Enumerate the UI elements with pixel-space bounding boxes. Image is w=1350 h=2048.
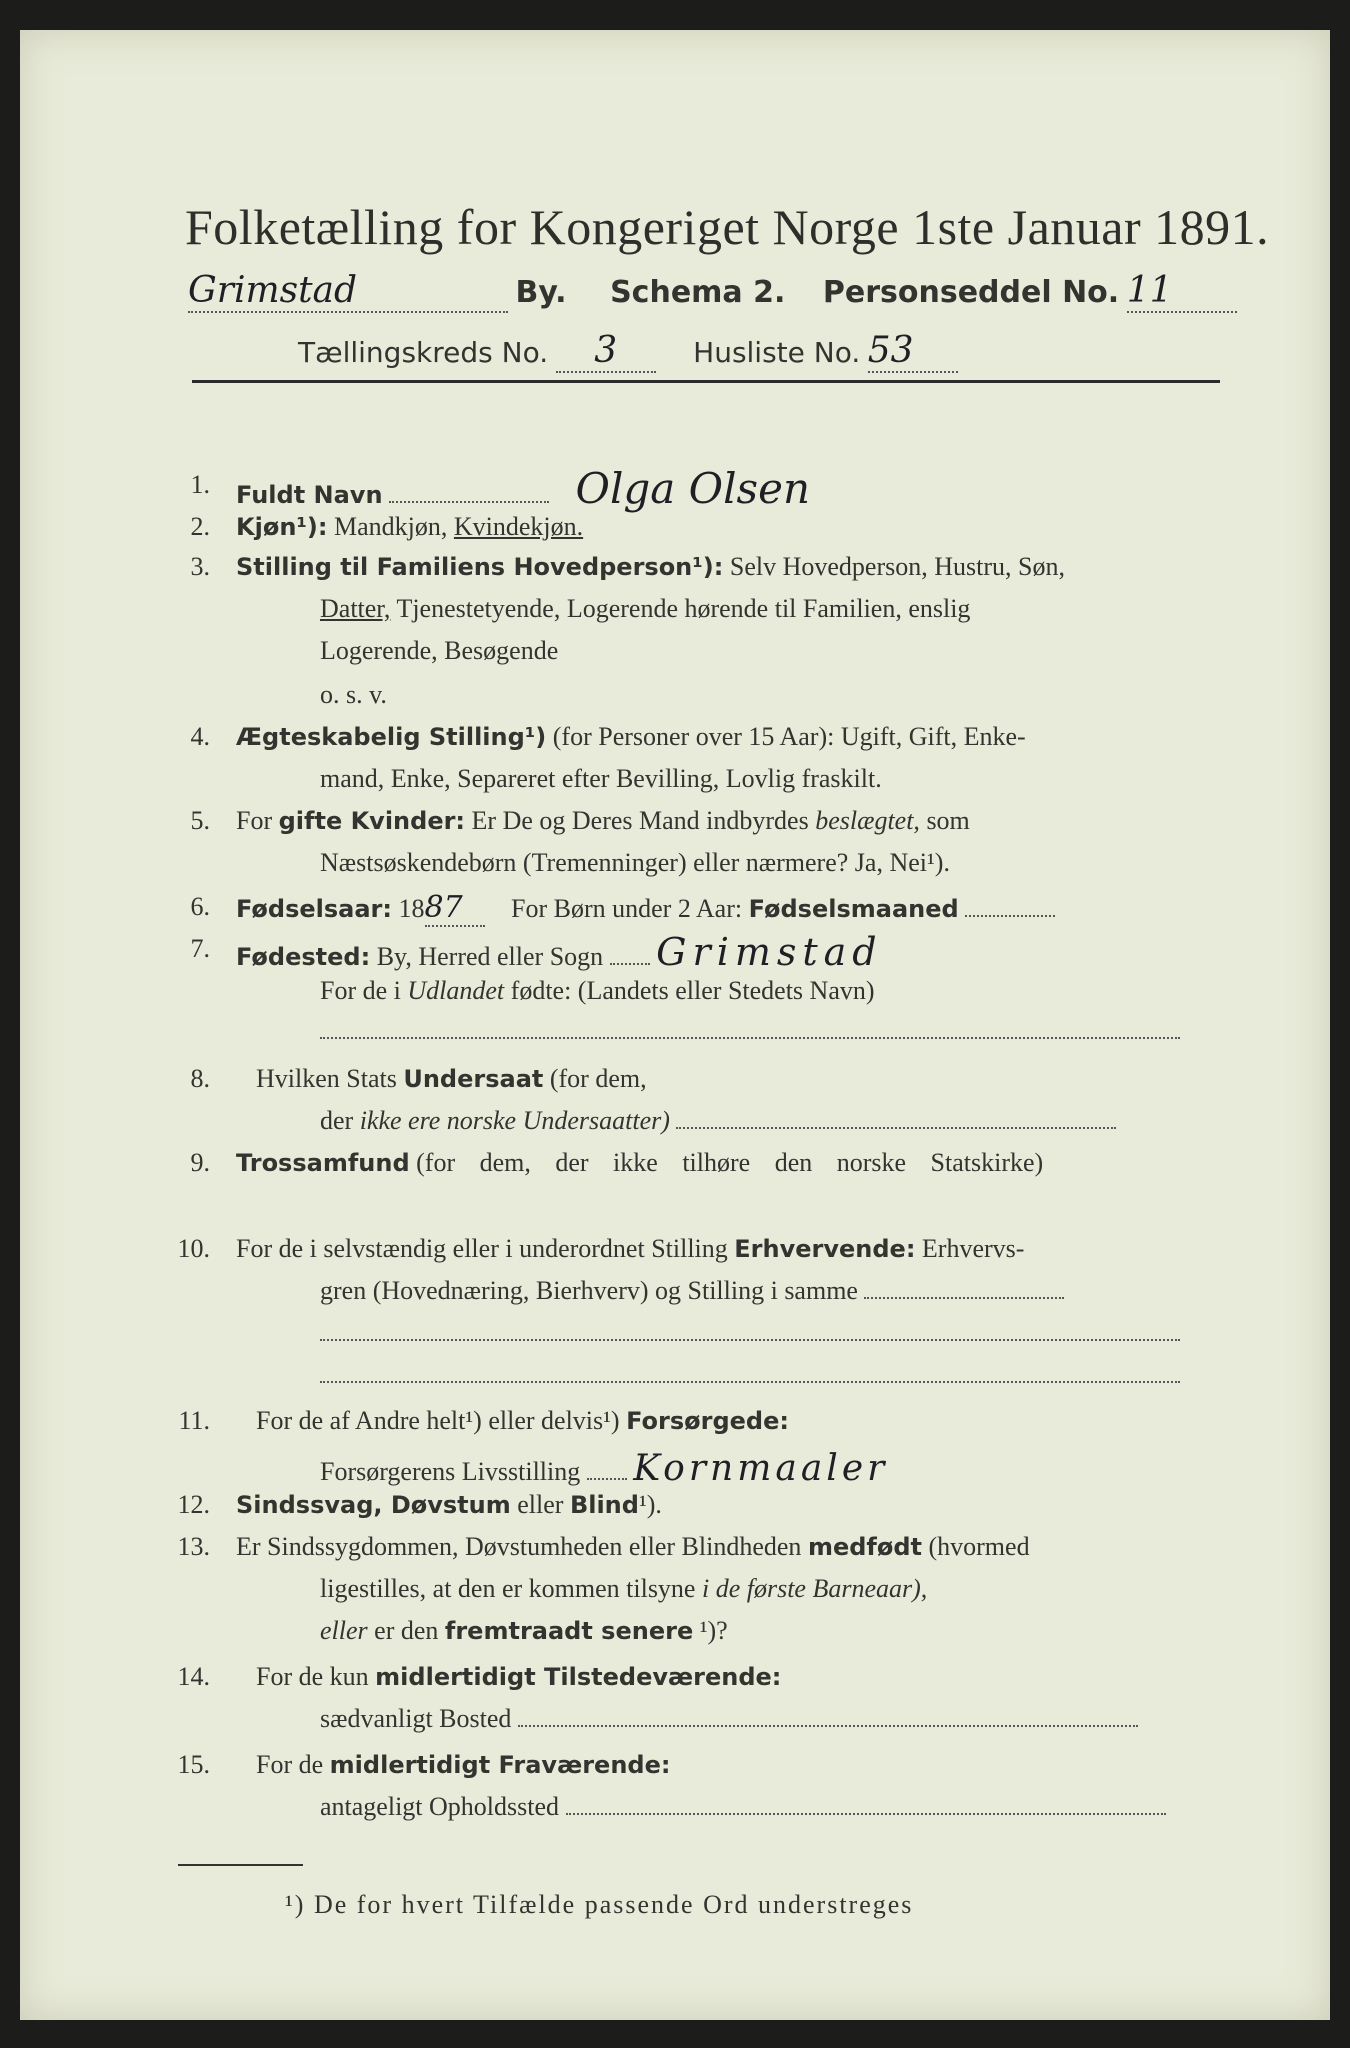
kreds-number: 3 [556, 330, 656, 373]
item-label: Stilling til Familiens Hovedperson¹): [236, 553, 724, 581]
personseddel-label: Personseddel No. [822, 275, 1120, 310]
item-3-position: Stilling til Familiens Hovedperson¹): Selv Hovedperson, Hustru, Søn, [236, 552, 1065, 581]
item-number: 14. [177, 1662, 210, 1691]
item-number: 9. [190, 1148, 210, 1177]
sex-selected: Kvindekjøn. [453, 512, 584, 541]
husliste-number: 53 [868, 330, 958, 373]
item-label: Ægteskabelig Stilling¹) [236, 723, 547, 751]
city-handwritten: Grimstad [188, 270, 508, 313]
full-name-value: Olga Olsen [575, 464, 810, 513]
item-10-occupation: For de i selvstændig eller i underordnet Stilling Erhvervende: Erhvervs- [236, 1234, 1025, 1263]
item-number: 13. [177, 1532, 210, 1561]
by-label: By. [515, 275, 567, 310]
header-line-1 [188, 270, 1237, 313]
item-label: Sindssvag, Døvstum [236, 1491, 511, 1519]
census-form-sheet: Folketælling for Kongeriget Norge 1ste Januar 1891. Grimstad By. Schema 2. Personseddel No. 11 Tællingskreds No. 3 Husliste No. 53 1. Fuldt Navn Olga Olsen 2. Kjøn¹): Mandkjøn, Kvindekjøn. 3. Stilling til Familiens Hovedperson¹): Selv Hovedperson, Hustru, Søn, Datter, Tjenestetyende, Logerende hørende til Familien, enslig Logerende, Besøgende o. s. v. 4. Ægteskabelig Stilling¹) (for Personer over 15 Aar): Ugift, Gift, Enke- mand, Enke, Separeret efter Bevilling, Lovlig fraskilt. 5. For gifte Kvinder: Er De og Deres Mand indbyrdes beslægtet, som Næstsøskendebørn (Tremenninger) eller nærmere? Ja, Nei¹). 6. Fødselsaar: 1887 For Børn under 2 Aar: Fødselsmaaned 7. Fødested: By, Herred eller Sogn Grimstad For de i Udlandet fødte: (Landets eller Stedets Navn) 8. Hvilken Stats Undersaat (for dem, der ikke ere norske Undersaatter) 9. Trossamfund (for dem, der ikke tilhøre den norske Statskirke) 10. For de i selvstændig eller i underordnet Stilling Erhvervende: Erhvervs- gren (Hovednæring, Bierhverv) og Stilling i samme 11. For de af Andre helt¹) eller delvis¹) Forsørgede: Forsørgerens Livsstilling Kornmaaler 12. Sindssvag, Døvstum eller Blind¹). 13. Er Sindssygdommen, Døvstumheden eller Blindheden medfødt (hvormed ligestilles, at den er kommen tilsyne i de første Barneaar), eller er den fremtraadt senere ¹)? 14. For de kun midlertidigt Tilstedeværende: sædvanligt Bosted 15. For de midlertidigt Fraværende: antageligt Opholdssted ¹) De for hvert Tilfælde passende Ord understreges [20, 30, 1330, 2020]
item-number: 6. [190, 892, 210, 921]
birth-year-value: 87 [425, 890, 485, 927]
form-title: Folketælling for Kongeriget Norge 1ste Januar 1891. [185, 199, 1270, 255]
item-4-marital: Ægteskabelig Stilling¹) (for Personer over 15 Aar): Ugift, Gift, Enke- [236, 722, 1026, 751]
item-5-married-women: For gifte Kvinder: Er De og Deres Mand indbyrdes beslægtet, som [236, 806, 970, 835]
footnote-divider [178, 1864, 303, 1866]
item-label: Erhvervende: [734, 1235, 916, 1263]
birthplace-value: Grimstad [656, 930, 883, 974]
footnote: ¹) De for hvert Tilfælde passende Ord understreges [285, 1890, 914, 1919]
item-number: 8. [190, 1064, 210, 1093]
item-number: 3. [190, 552, 210, 581]
item-14-temporary-present: For de kun midlertidigt Tilstedeværende: [256, 1662, 782, 1691]
item-number: 12. [177, 1490, 210, 1519]
item-6-birth-year: Fødselsaar: 1887 For Børn under 2 Aar: Fødselsmaaned [236, 890, 1055, 927]
item-number: 5. [190, 806, 210, 835]
item-11-supported: For de af Andre helt¹) eller delvis¹) Forsørgede: [256, 1406, 789, 1435]
item-label: midlertidigt Fraværende: [329, 1751, 671, 1779]
husliste-label: Husliste No. [693, 336, 861, 369]
item-number: 10. [177, 1234, 210, 1263]
item-label: Forsørgede: [626, 1407, 789, 1435]
item-15-temporary-absent: For de midlertidigt Fraværende: [256, 1750, 671, 1779]
item-number: 11. [178, 1406, 210, 1435]
item-number: 7. [190, 934, 210, 963]
item-number: 1. [190, 470, 210, 499]
item-label: Kjøn¹): [236, 513, 328, 541]
item-number: 15. [177, 1750, 210, 1779]
header-divider [192, 380, 1220, 383]
item-label: Trossamfund [236, 1149, 410, 1177]
supporter-occupation-value: Kornmaaler [633, 1448, 889, 1489]
item-2-sex: Kjøn¹): Mandkjøn, Kvindekjøn. [236, 512, 584, 541]
item-label: gifte Kvinder: [278, 807, 466, 835]
item-13-congenital: Er Sindssygdommen, Døvstumheden eller Blindheden medfødt (hvormed [236, 1532, 1030, 1561]
position-selected: Datter, [320, 594, 391, 623]
item-7-birthplace: Fødested: By, Herred eller Sogn Grimstad [236, 930, 883, 974]
item-number: 4. [190, 722, 210, 751]
item-1-full-name [236, 464, 1216, 513]
item-label: Fødested: [236, 943, 371, 971]
item-12-disability: Sindssvag, Døvstum eller Blind¹). [236, 1490, 662, 1519]
personseddel-number: 11 [1127, 270, 1237, 313]
item-label: medfødt [807, 1533, 922, 1561]
item-label: midlertidigt Tilstedeværende: [375, 1663, 782, 1691]
header-line-2 [298, 330, 958, 373]
item-9-religion: Trossamfund (for dem, der ikke tilhøre den norske Statskirke) [236, 1148, 1044, 1177]
schema-label: Schema 2. [610, 275, 786, 310]
kreds-label: Tællingskreds No. [298, 336, 549, 369]
item-8-citizenship: Hvilken Stats Undersaat (for dem, [256, 1064, 647, 1093]
item-label: Fødselsaar: [236, 895, 392, 923]
item-label: Undersaat [403, 1065, 544, 1093]
item-label: Fuldt Navn [236, 481, 383, 509]
item-number: 2. [190, 512, 210, 541]
